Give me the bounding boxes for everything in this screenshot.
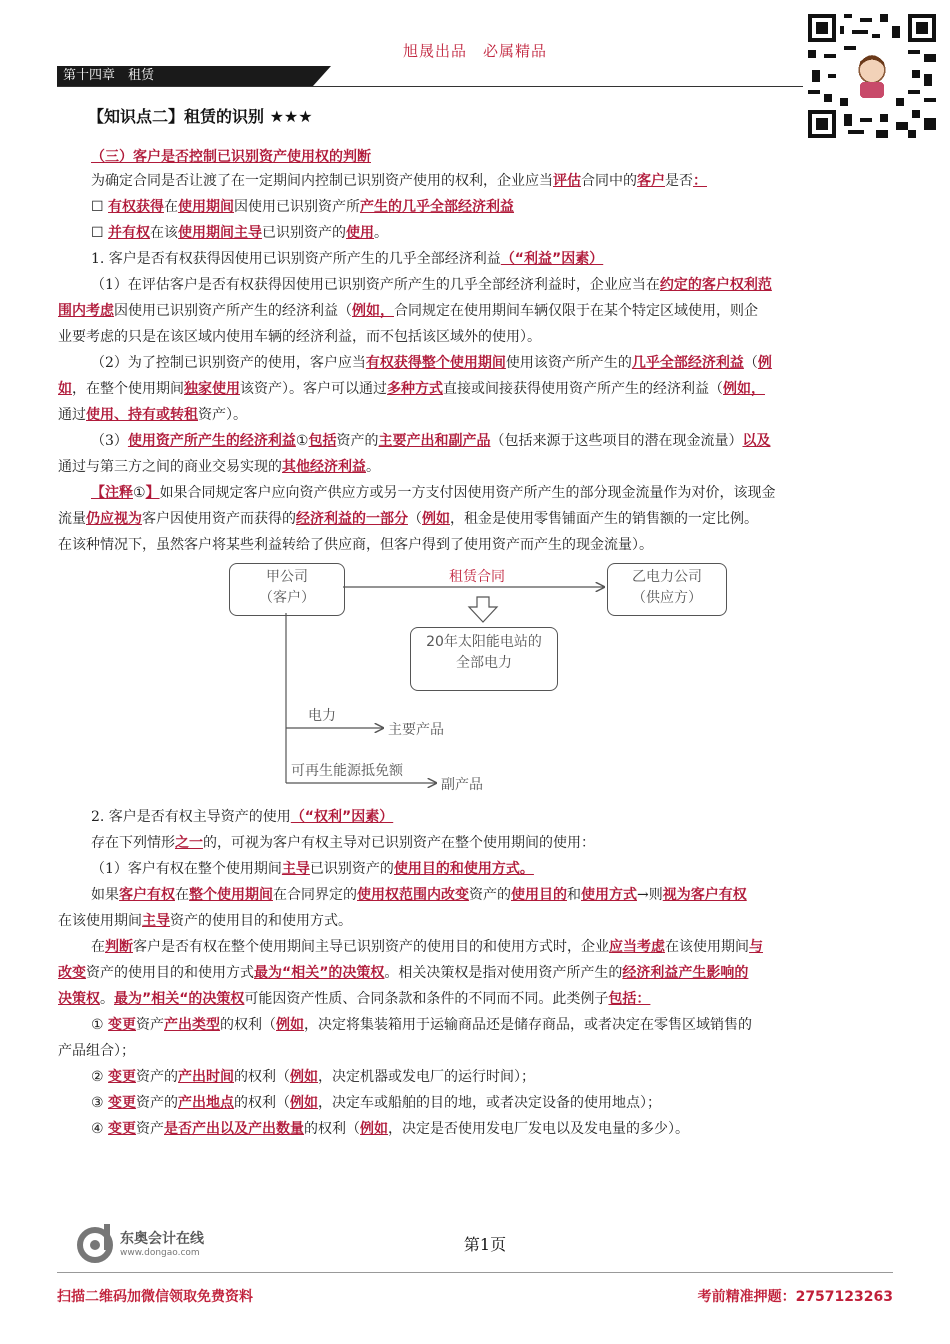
- emphasis-text: 最为“相关”的决策权: [254, 965, 385, 981]
- electricity-label: 电力: [308, 708, 336, 724]
- body-text-run: 资产的: [469, 887, 511, 903]
- body-text-run: 1. 客户是否有权获得因使用已识别资产所产生的几乎全部经济利益: [91, 251, 501, 267]
- emphasis-text: 使用目的和使用方式。: [393, 861, 534, 877]
- chapter-title: 第十四章 租赁: [57, 66, 313, 86]
- body-text-run: ，在整个使用期间: [72, 381, 184, 397]
- emphasis-text: 包括：: [608, 991, 651, 1007]
- emphasis-text: 产出时间: [178, 1069, 235, 1085]
- body-text-run: 和: [567, 887, 581, 903]
- text-line: [91, 934, 763, 960]
- emphasis-text: 例如: [360, 1121, 389, 1137]
- footer-rule: [57, 1272, 893, 1273]
- emphasis-text: 产生的几乎全部经济利益: [360, 199, 515, 215]
- emphasis-text: 变更: [108, 1069, 137, 1085]
- body-text-run: 。相关决策权是指对使用资产所产生的: [384, 965, 623, 981]
- body-text-run: 已识别资产的: [309, 861, 394, 877]
- body-text-run: 如果合同规定客户应向资产供应方或另一方支付因使用资产所产生的部分现金流量作为对价，该现金: [159, 485, 776, 501]
- main-product-label: 主要产品: [388, 722, 444, 738]
- emphasis-text: 使用: [346, 225, 375, 241]
- emphasis-text: 使用方式: [581, 887, 637, 903]
- renewable-credit-label: 可再生能源抵免额: [291, 763, 403, 779]
- emphasis-text: 使用期间: [178, 199, 235, 215]
- body-text-run: 的权利（: [234, 1069, 291, 1085]
- body-text-run: 为确定合同是否让渡了在一定期间内控制已识别资产使用的权利，企业应当: [91, 173, 553, 189]
- body-text-run: 在该使用期间: [665, 939, 749, 955]
- body-text-run: （1）在评估客户是否有权获得因使用已识别资产所产生的几乎全部经济利益时，企业应当在: [91, 277, 660, 293]
- emphasis-text: 评估: [553, 173, 581, 189]
- body-text-run: 使用该资产所产生的: [505, 355, 632, 371]
- body-text-run: 直接或间接获得使用资产所产生的经济利益（: [443, 381, 723, 397]
- emphasis-text: 判断: [105, 939, 133, 955]
- body-text-run: 2. 客户是否有权主导资产的使用: [91, 809, 291, 825]
- body-text-run: （: [743, 355, 758, 371]
- emphasis-text: 【注释: [91, 485, 133, 501]
- body-text-run: 资产的: [136, 1095, 179, 1111]
- emphasis-text: 例如: [422, 511, 450, 527]
- emphasis-text: 是否产出以及产出数量: [164, 1121, 305, 1137]
- body-text-run: 的权利（: [234, 1095, 291, 1111]
- body-text-run: 的权利（: [304, 1121, 361, 1137]
- text-line: [91, 1116, 689, 1142]
- text-line: [91, 1090, 661, 1116]
- supplier-name: 乙电力公司: [632, 569, 702, 585]
- asset-line-2: 全部电力: [456, 655, 512, 671]
- emphasis-text: 几乎全部经济利益: [631, 355, 744, 371]
- text-line: [58, 960, 748, 986]
- text-line: [58, 908, 352, 934]
- body-text-run: ①: [133, 485, 146, 501]
- body-text-run: 资产的: [136, 1069, 179, 1085]
- emphasis-text: 整个使用期间: [189, 887, 273, 903]
- body-text-run: 客户因使用资产而获得的: [142, 511, 296, 527]
- body-text-run: 在: [91, 939, 105, 955]
- customer-role: （客户）: [259, 590, 315, 606]
- emphasis-text: 例如，: [723, 381, 765, 397]
- body-text-run: 因使用已识别资产所: [234, 199, 361, 215]
- emphasis-text: 客户有权: [119, 887, 175, 903]
- emphasis-text: （“利益”因素）: [500, 251, 604, 267]
- emphasis-text: 经济利益的一部分: [296, 511, 408, 527]
- body-text-run: 。: [374, 225, 389, 241]
- emphasis-text: 产出类型: [164, 1017, 221, 1033]
- text-line: [58, 1038, 135, 1064]
- emphasis-text: 使用、持有或转租: [86, 407, 198, 423]
- body-text-run: ☐: [91, 199, 109, 215]
- body-text-run: 资产: [136, 1017, 165, 1033]
- emphasis-text: 其他经济利益: [282, 459, 366, 475]
- text-line: [58, 986, 650, 1012]
- emphasis-text: 围内考虑: [58, 303, 114, 319]
- body-text-run: 通过: [58, 407, 86, 423]
- body-text-run: →则: [637, 887, 663, 903]
- body-text-run: 在该种情况下，虽然客户将某些利益转给了供应商，但客户得到了使用资产而产生的现金流量）。: [58, 537, 653, 553]
- emphasis-text: 约定的客户权利范: [659, 277, 772, 293]
- emphasis-text: 与: [749, 939, 763, 955]
- logo-name: 东奥会计在线: [120, 1231, 204, 1247]
- body-text-run: ②: [91, 1069, 109, 1085]
- body-text-run: 合同中的: [581, 173, 637, 189]
- emphasis-text: 仍应视为: [86, 511, 142, 527]
- body-text-run: 资产: [136, 1121, 165, 1137]
- brand-slogan: 旭晟出品 必属精品: [402, 42, 547, 60]
- body-text-run: 资产的使用目的和使用方式: [86, 965, 254, 981]
- body-text-run: 业要考虑的只是在该区域内使用车辆的经济利益，而不包括该区域外的使用）。: [58, 329, 541, 345]
- body-text-run: 通过与第三方之间的商业交易实现的: [58, 459, 282, 475]
- emphasis-text: ：: [693, 173, 707, 189]
- body-text-run: （3）: [91, 433, 128, 449]
- emphasis-text: 例如: [290, 1095, 319, 1111]
- body-text-run: 在合同界定的: [273, 887, 357, 903]
- body-text-run: 存在下列情形: [91, 835, 175, 851]
- emphasis-text: 有权获得整个使用期间: [365, 355, 506, 371]
- body-text-run: （2）为了控制已识别资产的使用，客户应当: [91, 355, 366, 371]
- customer-name: 甲公司: [266, 569, 308, 585]
- emphasis-text: 经济利益产生影响的: [622, 965, 749, 981]
- emphasis-text: 应当考虑: [609, 939, 665, 955]
- emphasis-text: 之一: [175, 835, 203, 851]
- body-text-run: 如果: [91, 887, 119, 903]
- emphasis-text: 改变: [58, 965, 86, 981]
- by-product-label: 副产品: [441, 777, 483, 793]
- body-text-run: ③: [91, 1095, 109, 1111]
- emphasis-text: 使用资产所产生的经济利益: [127, 433, 296, 449]
- emphasis-text: 包括: [308, 433, 337, 449]
- asset-line-1: 20年太阳能电站的: [426, 634, 542, 650]
- text-line: [91, 804, 393, 830]
- section-heading: 【知识点二】租赁的识别 ★★★: [88, 107, 313, 126]
- emphasis-text: 例如: [290, 1069, 319, 1085]
- body-text-run: （: [408, 511, 422, 527]
- body-text-run: 在: [164, 199, 179, 215]
- body-text-run: 在该使用期间: [58, 913, 142, 929]
- text-line: [91, 1064, 535, 1090]
- body-text-run: ④: [91, 1121, 109, 1137]
- emphasis-text: 多种方式: [387, 381, 443, 397]
- emphasis-text: 主要产出和副产品: [378, 433, 491, 449]
- body-text-run: 该资产）。客户可以通过: [240, 381, 387, 397]
- subsection-heading: （三）客户是否控制已识别资产使用权的判断: [91, 149, 371, 165]
- logo-url: www.dongao.com: [120, 1248, 200, 1258]
- emphasis-text: 变更: [108, 1121, 137, 1137]
- emphasis-text: 决策权: [58, 991, 100, 1007]
- emphasis-text: 使用期间主导: [178, 225, 263, 241]
- body-text-run: ，租金是使用零售铺面产生的销售额的一定比例。: [450, 511, 758, 527]
- body-text-run: ，决定车或船舶的目的地，或者决定设备的使用地点）；: [318, 1095, 662, 1111]
- emphasis-text: 客户: [637, 173, 665, 189]
- emphasis-text: 独家使用: [184, 381, 240, 397]
- body-text-run: ☐: [91, 225, 109, 241]
- body-text-run: 资产的: [336, 433, 379, 449]
- emphasis-text: 使用目的: [511, 887, 567, 903]
- supplier-role: （供应方）: [632, 590, 702, 606]
- emphasis-text: 变更: [108, 1017, 137, 1033]
- text-line: [91, 1012, 752, 1038]
- footer-right: 考前精准押题：2757123263: [697, 1289, 893, 1305]
- emphasis-text: 例: [757, 355, 772, 371]
- emphasis-text: （“权利”因素）: [290, 809, 394, 825]
- body-text-run: 可能因资产性质、合同条款和条件的不同而不同。此类例子: [244, 991, 609, 1007]
- body-text-run: 。: [366, 459, 380, 475]
- emphasis-text: 产出地点: [178, 1095, 235, 1111]
- body-text-run: 的权利（: [220, 1017, 277, 1033]
- body-text-run: 流量: [58, 511, 86, 527]
- emphasis-text: 例如，: [352, 303, 394, 319]
- emphasis-text: 有权获得: [108, 199, 165, 215]
- text-line: [91, 830, 595, 856]
- body-text-run: ，决定机器或发电厂的运行时间）；: [318, 1069, 536, 1085]
- emphasis-text: 并有权: [108, 225, 151, 241]
- emphasis-text: 视为客户有权: [662, 887, 747, 903]
- emphasis-text: 主导: [142, 913, 170, 929]
- text-line: [91, 856, 534, 882]
- text-line: [91, 882, 747, 908]
- emphasis-text: 主导: [281, 861, 310, 877]
- footer-left: 扫描二维码加微信领取免费资料: [57, 1289, 253, 1305]
- body-text-run: （1）客户有权在整个使用期间: [91, 861, 282, 877]
- body-text-run: 的，可视为客户有权主导对已识别资产在整个使用期间的使用：: [203, 835, 595, 851]
- body-text-run: 客户是否有权在整个使用期间主导已识别资产的使用目的和使用方式时，企业: [133, 939, 609, 955]
- body-text-run: ，决定将集装箱用于运输商品还是储存商品，或者决定在零售区域销售的: [304, 1017, 753, 1033]
- emphasis-text: 最为”相关“的决策权: [114, 991, 245, 1007]
- body-text-run: 。: [100, 991, 114, 1007]
- body-text-run: 资产）。: [198, 407, 247, 423]
- body-text-run: 产品组合）；: [58, 1043, 135, 1059]
- emphasis-text: 以及: [742, 433, 771, 449]
- emphasis-text: 变更: [108, 1095, 137, 1111]
- body-text-run: ，决定是否使用发电厂发电以及发电量的多少）。: [388, 1121, 690, 1137]
- down-arrow-icon: [469, 597, 497, 622]
- emphasis-text: 使用权范围内改变: [357, 887, 469, 903]
- body-text-run: 在: [175, 887, 189, 903]
- emphasis-text: 如: [58, 381, 72, 397]
- body-text-run: 因使用已识别资产所产生的经济利益（: [114, 303, 352, 319]
- page-number: 第1页: [463, 1235, 507, 1254]
- body-text-run: 是否: [665, 173, 693, 189]
- body-text-run: 在该: [150, 225, 179, 241]
- body-text-run: ①: [91, 1017, 109, 1033]
- emphasis-text: 】: [145, 485, 160, 501]
- body-text-run: ①: [295, 433, 309, 449]
- body-text-run: 合同规定在使用期间车辆仅限于在某个特定区域使用，则企: [394, 303, 758, 319]
- body-text-run: （包括来源于这些项目的潜在现金流量）: [490, 433, 743, 449]
- emphasis-text: 例如: [276, 1017, 305, 1033]
- body-text-run: 资产的使用目的和使用方式。: [170, 913, 352, 929]
- lease-contract-label: 租赁合同: [449, 569, 505, 585]
- body-text-run: 已识别资产的: [262, 225, 347, 241]
